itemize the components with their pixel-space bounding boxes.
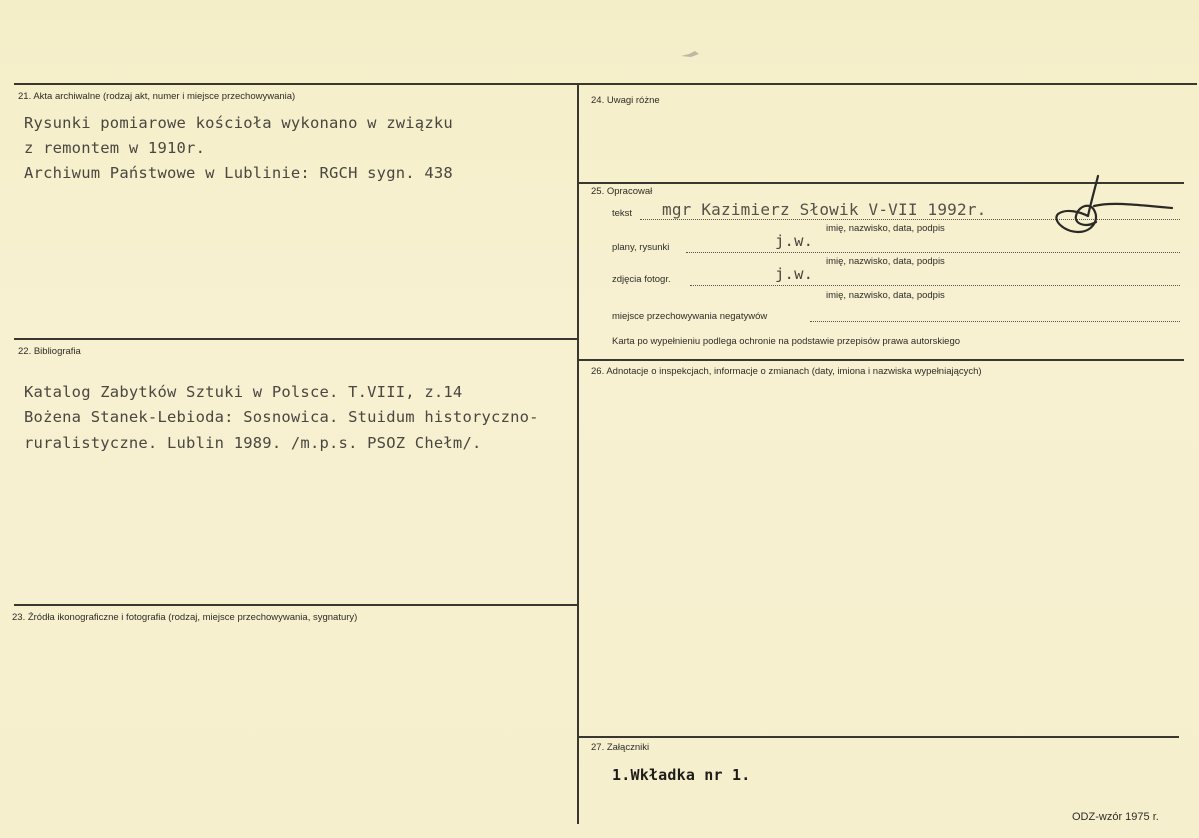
section-22-line-1: Katalog Zabytków Sztuki w Polsce. T.VIII, z.14 [24, 383, 463, 401]
zdjecia-value: j.w. [775, 265, 814, 283]
section-22-line-2: Bożena Stanek-Lebioda: Sosnowica. Stuidum historyczno- [24, 408, 539, 426]
rule-25-26 [579, 359, 1184, 361]
tekst-label: tekst [612, 208, 633, 219]
center-divider [577, 84, 579, 824]
rule-26-27 [579, 736, 1179, 738]
section-27-value: 1.Wkładka nr 1. [612, 766, 751, 784]
section-21-label: 21. Akta archiwalne (rodzaj akt, numer i miejsce przechowywania) [18, 91, 296, 102]
section-21-line-2: z remontem w 1910r. [24, 139, 206, 157]
section-21-line-1: Rysunki pomiarowe kościoła wykonano w związku [24, 114, 453, 132]
section-26-label: 26. Adnotacje o inspekcjach, informacje o zmianach (daty, imiona i nazwiska wypełniających) [591, 366, 982, 377]
copyright-notice: Karta po wypełnieniu podlega ochronie na podstawie przepisów prawa autorskiego [612, 336, 961, 347]
negatywy-label: miejsce przechowywania negatywów [612, 311, 768, 322]
plany-caption: imię, nazwisko, data, podpis [826, 256, 945, 267]
top-rule [14, 83, 1197, 85]
negatywy-dotted-line [810, 321, 1180, 322]
section-24-label: 24. Uwagi różne [591, 95, 660, 106]
section-21-line-3: Archiwum Państwowe w Lublinie: RGCH sygn. 438 [24, 164, 453, 182]
tekst-caption: imię, nazwisko, data, podpis [826, 223, 945, 234]
section-22-label: 22. Bibliografia [18, 346, 81, 357]
stain-mark [679, 48, 703, 60]
plany-label: plany, rysunki [612, 242, 670, 253]
section-23-label: 23. Źródła ikonograficzne i fotografia (rodzaj, miejsce przechowywania, sygnatury) [12, 612, 358, 623]
section-25-label: 25. Opracował [591, 186, 653, 197]
form-id: ODZ-wzór 1975 r. [1072, 811, 1159, 823]
plany-dotted-line [686, 252, 1180, 253]
zdjecia-dotted-line [690, 285, 1180, 286]
section-22-line-3: ruralistyczne. Lublin 1989. /m.p.s. PSOZ Chełm/. [24, 434, 482, 452]
tekst-value: mgr Kazimierz Słowik V-VII 1992r. [662, 200, 987, 219]
plany-value: j.w. [775, 232, 814, 250]
section-27-label: 27. Załączniki [591, 742, 650, 753]
handwritten-signature [1050, 172, 1180, 242]
rule-22-23 [14, 604, 577, 606]
zdjecia-label: zdjęcia fotogr. [612, 274, 671, 285]
zdjecia-caption: imię, nazwisko, data, podpis [826, 290, 945, 301]
rule-21-22 [14, 338, 577, 340]
